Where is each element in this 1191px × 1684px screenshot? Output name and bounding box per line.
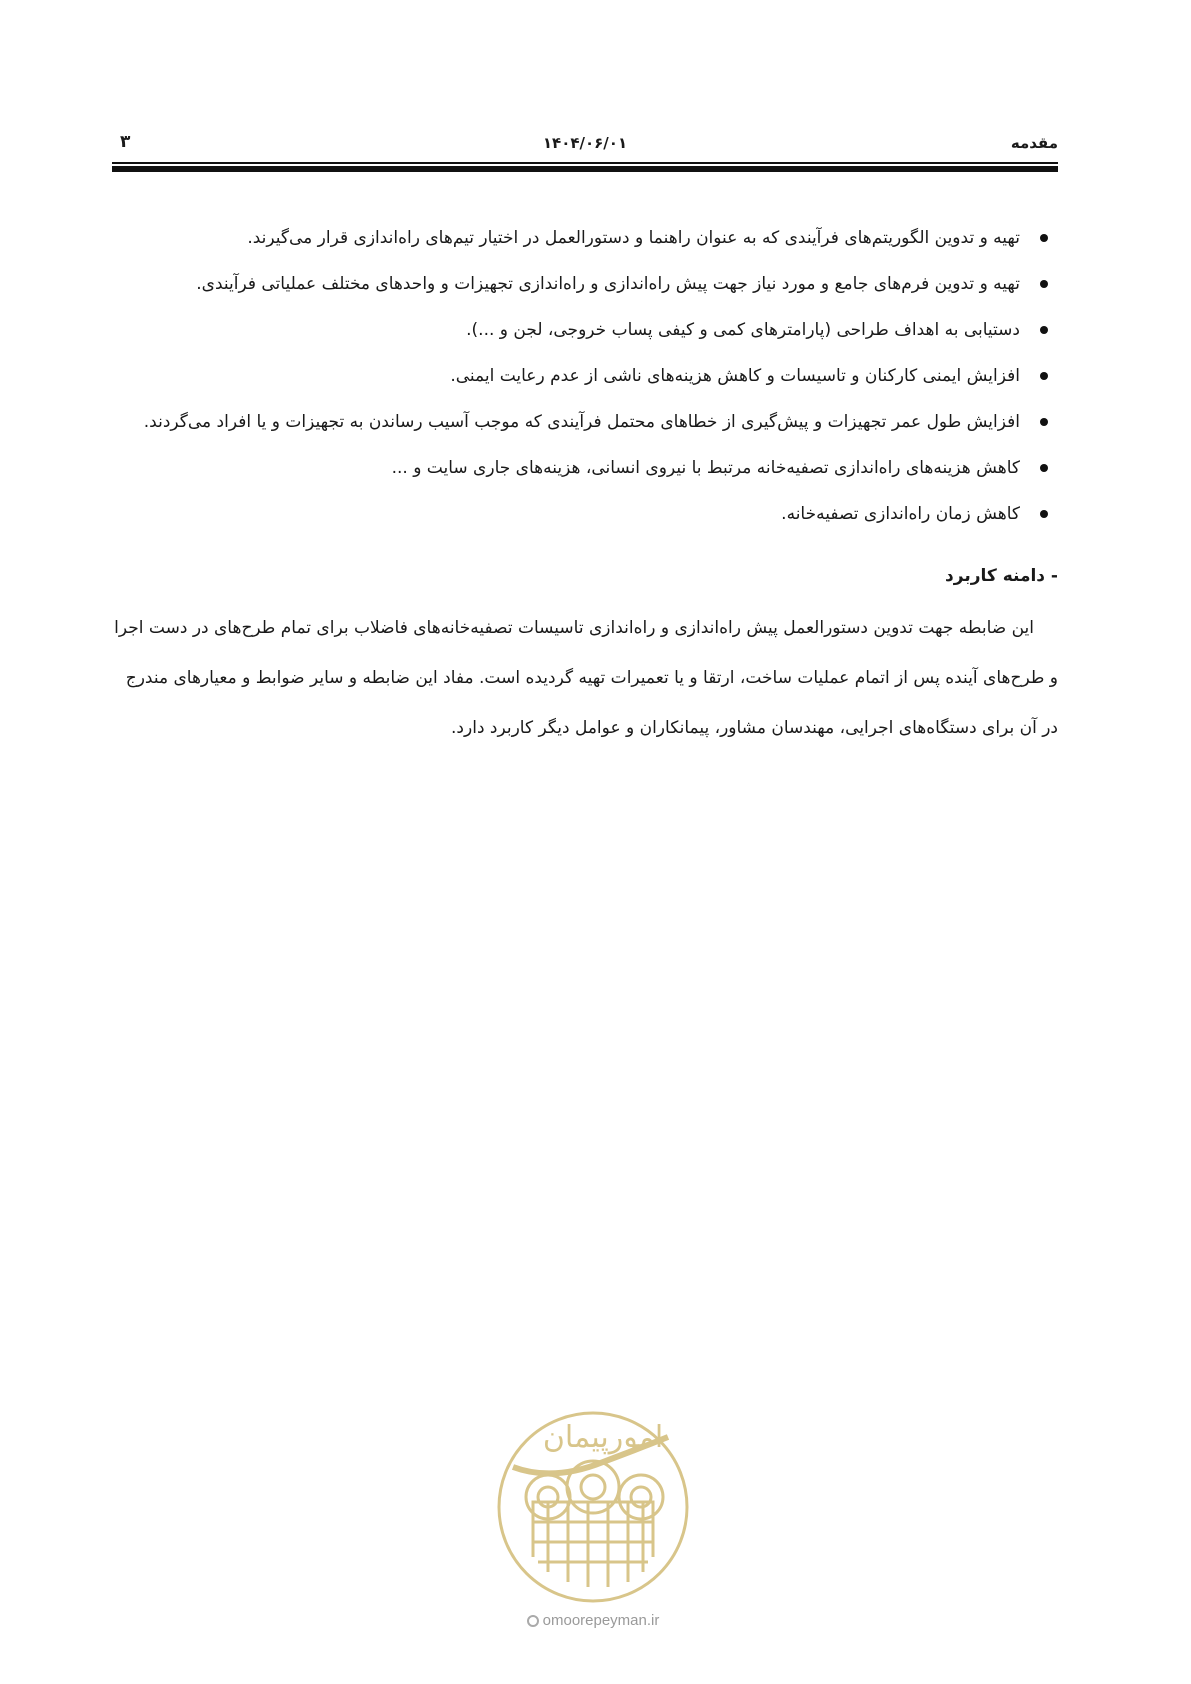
scope-heading: - دامنه کاربرد [945, 566, 1058, 586]
list-item-text: تهیه و تدوین الگوریتم‌های فرآیندی که به عنوان راهنما و دستورالعمل در اختیار تیم‌های راه‌اندازی قرار می‌گیرند. [247, 228, 1020, 248]
header-rule-thin [112, 162, 1058, 164]
list-item-text: کاهش هزینه‌های راه‌اندازی تصفیه‌خانه مرتبط با نیروی انسانی، هزینه‌های جاری سایت و ... [391, 458, 1020, 478]
list-item [112, 215, 1058, 261]
watermark-url-text: omoorepeyman.ir [542, 1612, 660, 1629]
list-item [112, 491, 1058, 537]
list-item-text: کاهش زمان راه‌اندازی تصفیه‌خانه. [781, 504, 1020, 524]
bullet-icon [1040, 418, 1048, 426]
header-date: ۱۴۰۴/۰۶/۰۱ [542, 134, 628, 152]
watermark-logo-text: امورپیمان [542, 1420, 664, 1455]
watermark-logo-icon [493, 1407, 693, 1607]
bullet-icon [1040, 464, 1048, 472]
list-item [112, 261, 1058, 307]
list-item-text: افزایش ایمنی کارکنان و تاسیسات و کاهش هزینه‌های ناشی از عدم رعایت ایمنی. [450, 366, 1020, 386]
bullet-icon [1040, 234, 1048, 242]
header-page-number: ۳ [120, 132, 131, 152]
watermark-url [493, 1612, 693, 1629]
header-section-title: مقدمه [1010, 134, 1058, 152]
header-rule-thick [112, 166, 1058, 172]
page-header [112, 128, 1058, 162]
bullet-icon [1040, 280, 1048, 288]
objectives-list [112, 215, 1058, 537]
bullet-icon [1040, 510, 1048, 518]
scope-paragraph: این ضابطه جهت تدوین دستورالعمل پیش راه‌اندازی و راه‌اندازی تاسیسات تصفیه‌خانه‌های فاضلاب برای تمام طرح‌های در دست اجرا و طرح‌های آینده پس از اتمام عملیات ساخت، ارتقا و یا تعمیرات تهیه گردیده است. مفاد این ضابطه و سایر ضوابط و معیارهای مندرج در آن برای دستگاه‌های اجرایی، مهندسان مشاور، پیمانکاران و عوامل دیگر کاربرد دارد. [114, 618, 1058, 738]
list-item-text: افزایش طول عمر تجهیزات و پیش‌گیری از خطاهای محتمل فرآیندی که موجب آسیب رساندن به تجهیزات و یا افراد می‌گردند. [143, 412, 1020, 432]
list-item [112, 353, 1058, 399]
bullet-icon [1040, 326, 1048, 334]
bullet-icon [1040, 372, 1048, 380]
list-item [112, 307, 1058, 353]
list-item-text: دستیابی به اهداف طراحی (پارامترهای کمی و کیفی پساب خروجی، لجن و ...). [466, 320, 1020, 340]
list-item [112, 445, 1058, 491]
page-content [112, 215, 1058, 753]
list-item-text: تهیه و تدوین فرم‌های جامع و مورد نیاز جهت پیش راه‌اندازی و راه‌اندازی تجهیزات و واحدهای مختلف عملیاتی فرآیندی. [196, 274, 1020, 294]
list-item [112, 399, 1058, 445]
at-sign-icon [527, 1615, 539, 1627]
